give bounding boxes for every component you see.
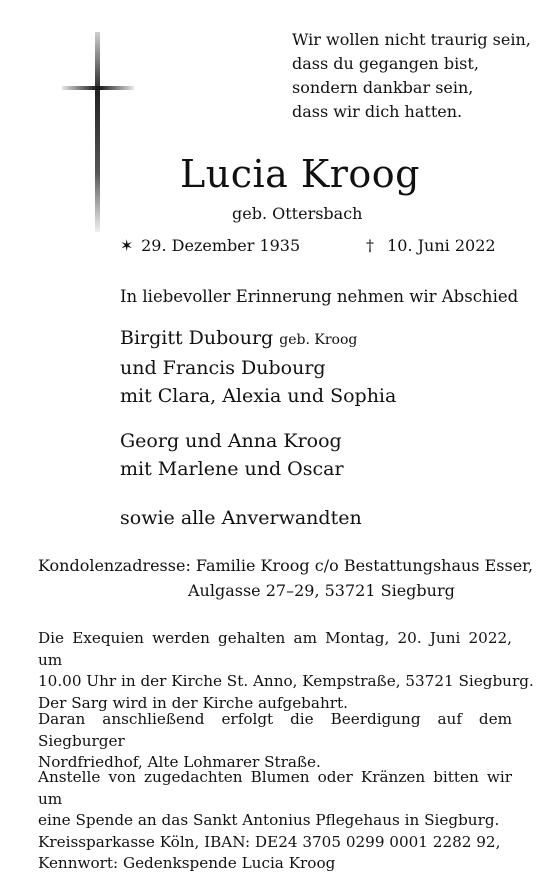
mourner-group-1 [120, 324, 396, 410]
mourner-maiden-note: geb. Kroog [279, 332, 358, 348]
maiden-name: geb. Ottersbach [232, 204, 363, 223]
paragraph-line: Kreissparkasse Köln, IBAN: DE24 3705 0299 0001 2282 92, [38, 832, 501, 851]
poem-line: dass wir dich hatten. [292, 102, 463, 121]
mourner-group-2 [120, 427, 344, 483]
poem-line: dass du gegangen bist, [292, 54, 479, 73]
birth-date-text: 29. Dezember 1935 [141, 236, 301, 255]
mourner-line [120, 324, 396, 354]
mourner-line: und Francis Dubourg [120, 357, 326, 379]
paragraph-line: eine Spende an das Sankt Antonius Pflegehaus in Siegburg. [38, 811, 500, 829]
mourner-line: Georg und Anna Kroog [120, 430, 342, 452]
death-date-text: 10. Juni 2022 [387, 236, 496, 255]
paragraph-line: Daran anschließend erfolgt die Beerdigung auf dem Siegburger [38, 710, 512, 750]
service-paragraph [38, 628, 534, 714]
condolence-address-street: Aulgasse 27–29, 53721 Siegburg [188, 581, 455, 600]
poem [292, 28, 542, 124]
mourner-group-3: sowie alle Anverwandten [120, 507, 362, 529]
farewell-intro: In liebevoller Erinnerung nehmen wir Abschied [120, 287, 519, 306]
paragraph-line: Der Sarg wird in der Kirche aufgebahrt. [38, 693, 348, 712]
paragraph-line: 10.00 Uhr in der Kirche St. Anno, Kempstraße, 53721 Siegburg. [38, 672, 534, 690]
paragraph-line: Die Exequien werden gehalten am Montag, 20. Juni 2022, um [38, 629, 512, 669]
deceased-name: Lucia Kroog [179, 152, 420, 196]
paragraph-line: Anstelle von zugedachten Blumen oder Kränzen bitten wir um [38, 768, 512, 808]
mourner-line: mit Marlene und Oscar [120, 458, 344, 480]
poem-line: sondern dankbar sein, [292, 78, 474, 97]
birth-star-icon: ✶ [120, 236, 134, 255]
death-date [366, 235, 496, 257]
condolence-address: Kondolenzadresse: Familie Kroog c/o Bestattungshaus Esser, [38, 556, 534, 575]
paragraph-line: Nordfriedhof, Alte Lohmarer Straße. [38, 753, 321, 771]
death-cross-icon: † [366, 236, 374, 255]
mourner-name: Birgitt Dubourg [120, 327, 274, 349]
mourner-line: mit Clara, Alexia und Sophia [120, 385, 397, 407]
birth-date [120, 235, 300, 257]
paragraph-line: Kennwort: Gedenkspende Lucia Kroog [38, 854, 336, 872]
donation-paragraph [38, 767, 512, 875]
poem-line: Wir wollen nicht traurig sein, [292, 30, 531, 49]
burial-paragraph [38, 709, 512, 774]
cross-icon [62, 32, 134, 232]
